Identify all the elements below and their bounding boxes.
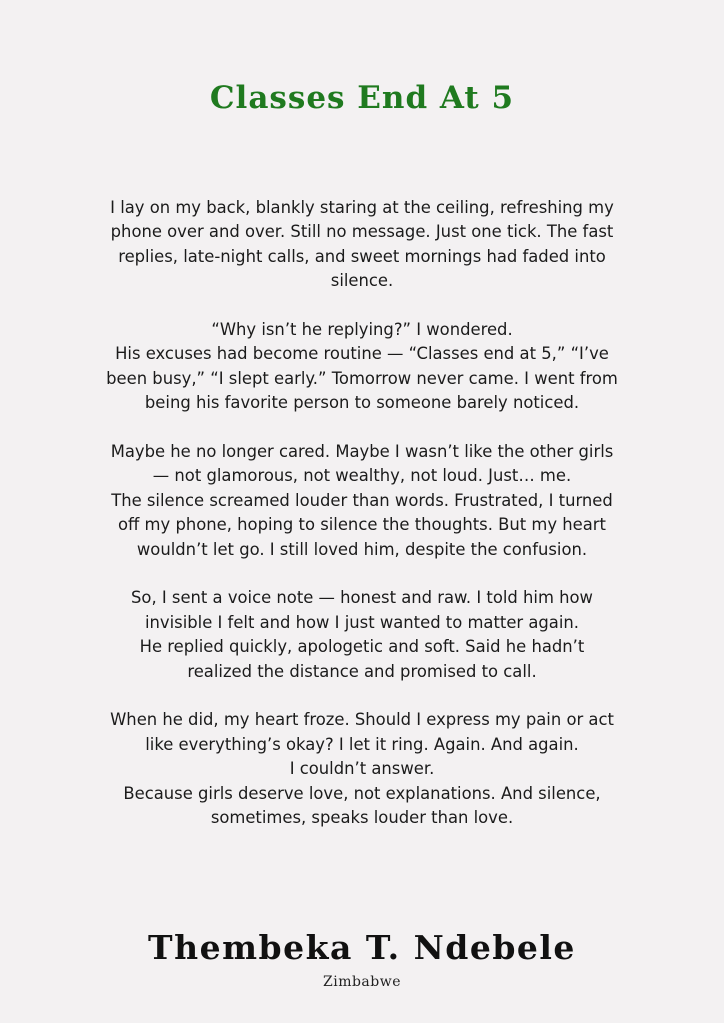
text-line: being his favorite person to someone barely noticed. xyxy=(144,393,580,413)
paragraph-5 xyxy=(72,708,652,830)
text-line: wouldn’t let go. I still loved him, despite the confusion. xyxy=(136,539,588,559)
text-line: I lay on my back, blankly staring at the ceiling, refreshing my xyxy=(110,198,614,217)
text-line: off my phone, hoping to silence the thoughts. But my heart xyxy=(118,515,606,535)
text-line: sometimes, speaks louder than love. xyxy=(210,808,514,828)
text-line: He replied quickly, apologetic and soft. Said he hadn’t xyxy=(139,637,585,657)
paragraph-1 xyxy=(72,196,652,294)
text-line: “Why isn’t he replying?” I wondered. xyxy=(211,320,513,340)
text-line: The silence screamed louder than words. Frustrated, I turned xyxy=(111,490,613,510)
text-line: Because girls deserve love, not explanations. And silence, xyxy=(123,783,601,803)
text-line: phone over and over. Still no message. Just one tick. The fast xyxy=(110,222,614,242)
paragraph-2 xyxy=(72,318,652,416)
text-line: invisible I felt and how I just wanted to matter again. xyxy=(144,612,580,632)
text-line: realized the distance and promised to call. xyxy=(187,661,537,681)
paragraph-3 xyxy=(72,440,652,562)
text-line: When he did, my heart froze. Should I express my pain or act xyxy=(110,710,614,730)
text-line: I couldn’t answer. xyxy=(289,759,435,779)
text-line: silence. xyxy=(330,271,394,291)
text-line: So, I sent a voice note — honest and raw. I told him how xyxy=(131,588,593,608)
text-line: been busy,” “I slept early.” Tomorrow never came. I went from xyxy=(106,368,618,388)
paragraph-4 xyxy=(72,586,652,684)
author-country: Zimbabwe xyxy=(322,974,402,990)
text-line: His excuses had become routine — “Classes end at 5,” “I’ve xyxy=(115,344,609,364)
text-line: Maybe he no longer cared. Maybe I wasn’t like the other girls xyxy=(110,442,614,462)
poem-title: Classes End At 5 xyxy=(209,80,515,116)
text-line: like everything’s okay? I let it ring. Again. And again. xyxy=(145,734,579,754)
text-line: replies, late-night calls, and sweet mornings had faded into xyxy=(118,246,606,266)
poem-body xyxy=(72,196,652,855)
author-name: Thembeka T. Ndebele xyxy=(148,928,576,967)
text-line: — not glamorous, not wealthy, not loud. Just… me. xyxy=(152,466,572,486)
